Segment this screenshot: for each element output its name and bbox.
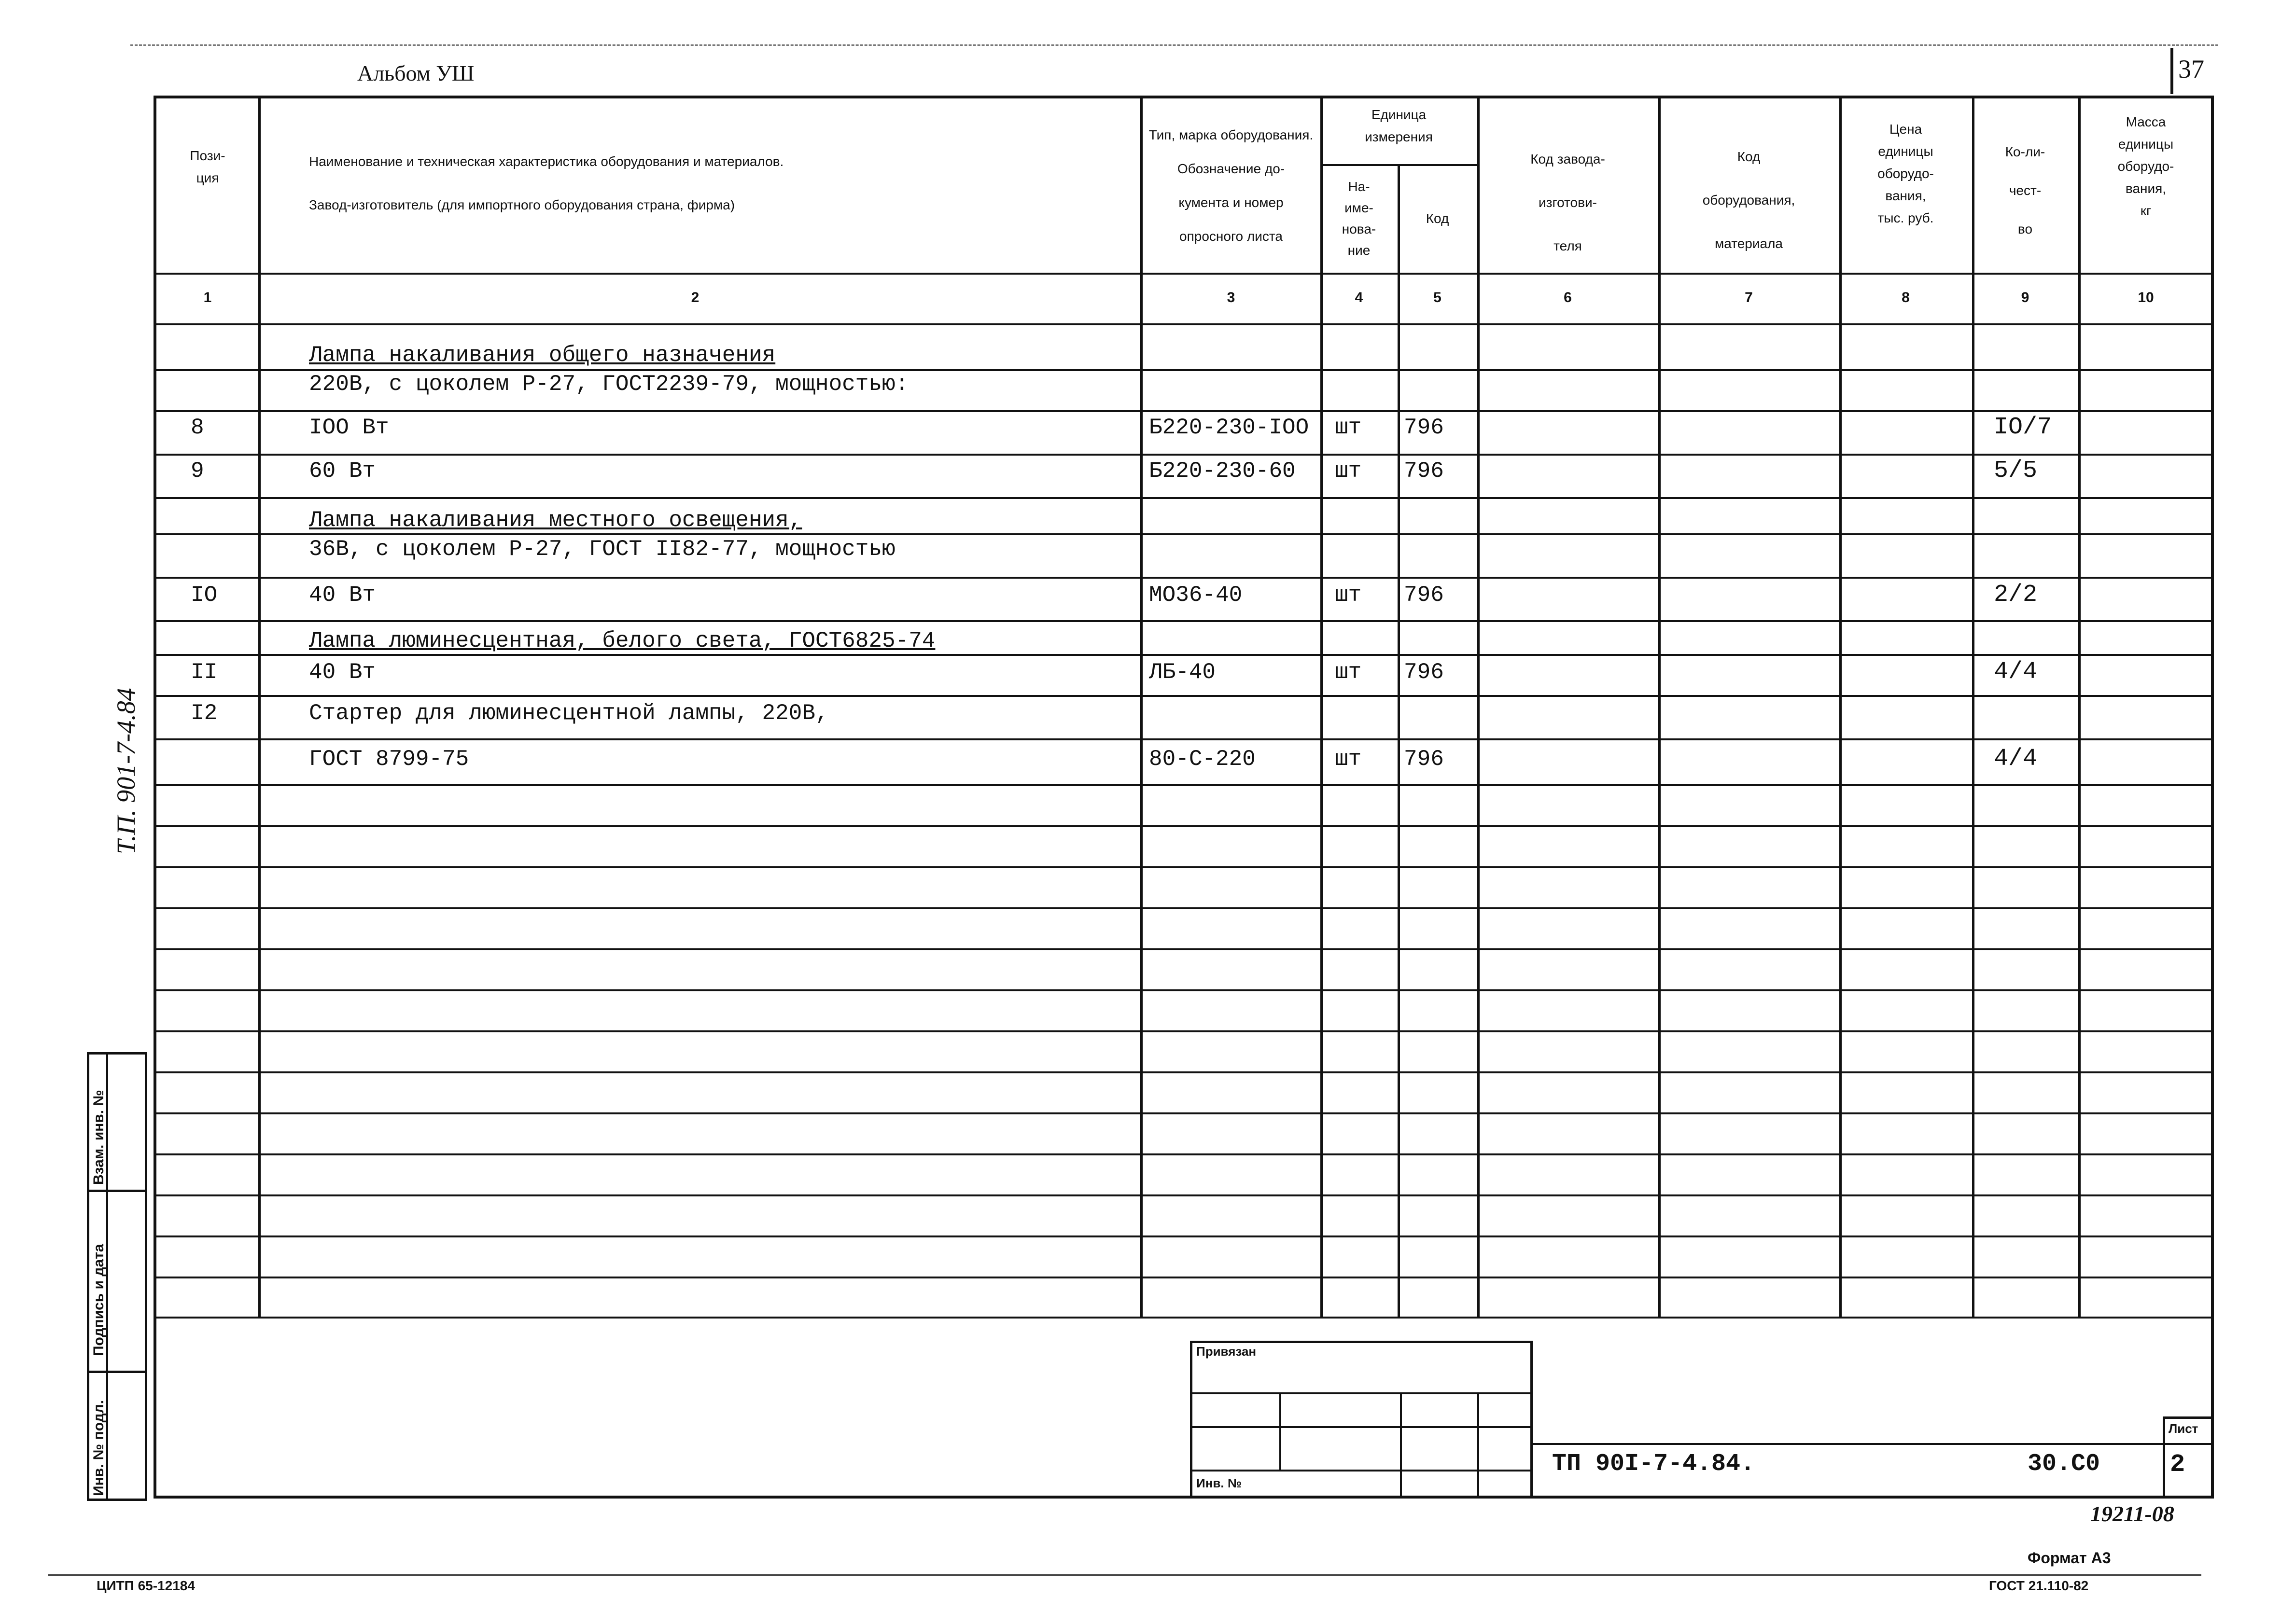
- row-unit: шт: [1335, 583, 1362, 608]
- side-label-signature-date: Подпись и дата: [91, 1244, 107, 1356]
- col-divider: [1398, 164, 1400, 1317]
- header-factory-code: Код завода- изготови- теля: [1530, 152, 1605, 253]
- row-name: 60 Вт: [309, 458, 376, 484]
- row-line: [154, 907, 2214, 909]
- row-line: [154, 577, 2214, 579]
- stamp-line: [1190, 1470, 1533, 1471]
- row-name: 36В, с цоколем Р-27, ГОСТ II82-77, мощностью: [309, 537, 896, 562]
- sheet-value: 2: [2170, 1450, 2185, 1479]
- row-line: [154, 620, 2214, 622]
- row-position: 8: [191, 415, 204, 440]
- row-line: [154, 784, 2214, 786]
- row-code: 796: [1404, 583, 1444, 608]
- stamp-line: [1190, 1392, 1533, 1394]
- header-bottom-line: [154, 273, 2214, 275]
- document-code: ТП 90I-7-4.84.: [1552, 1450, 1755, 1478]
- row-name: Лампа накаливания общего назначения: [309, 343, 776, 368]
- row-line: [154, 738, 2214, 740]
- colnum-5: 5: [1433, 290, 1441, 305]
- stamp-line: [1190, 1426, 1533, 1428]
- row-name: 220В, с цоколем Р-27, ГОСТ2239-79, мощностью:: [309, 372, 909, 397]
- colnum-9: 9: [2021, 290, 2029, 305]
- vertical-project-code: Т.П. 901-7-4.84: [112, 688, 140, 854]
- row-line: [154, 654, 2214, 656]
- row-line: [154, 497, 2214, 499]
- colnum-8: 8: [1902, 290, 1910, 305]
- row-type: Б220-230-IОО: [1149, 415, 1309, 440]
- stamp-bound-label: Привязан: [1196, 1344, 1257, 1359]
- sheet-number-divider: [2170, 48, 2173, 94]
- row-unit: шт: [1335, 747, 1362, 772]
- row-position: 9: [191, 458, 204, 484]
- row-code: 796: [1404, 415, 1444, 440]
- row-quantity: 4/4: [1994, 745, 2038, 773]
- row-type: 80-С-220: [1149, 747, 1256, 772]
- header-name: Наименование и техническая характеристика оборудования и материалов. Завод-изготовитель (для импортного оборудования страна, фирма): [309, 154, 784, 212]
- header-unit-name: На- име- нова- ние: [1342, 179, 1376, 258]
- main-frame: [154, 96, 2214, 1499]
- row-quantity: 2/2: [1994, 581, 2038, 609]
- sheet-label: Лист: [2169, 1421, 2198, 1436]
- row-name: Стартер для люминесцентной лампы, 220В,: [309, 701, 829, 726]
- row-code: 796: [1404, 660, 1444, 685]
- col-divider: [1477, 96, 1480, 1317]
- handwritten-number: 19211-08: [2090, 1501, 2174, 1526]
- row-position: I2: [191, 701, 218, 726]
- col-divider: [258, 96, 261, 1317]
- sheet-number: 37: [2178, 55, 2204, 83]
- header-position: Пози- ция: [190, 148, 225, 185]
- colnum-2: 2: [691, 290, 700, 305]
- stamp-divider: [1400, 1392, 1402, 1499]
- album-title: Альбом УШ: [357, 61, 475, 85]
- header-type: Тип, марка оборудования. Обозначение до- кумента и номер опросного листа: [1148, 127, 1314, 244]
- colnum-3: 3: [1227, 290, 1235, 305]
- row-name: 40 Вт: [309, 583, 376, 608]
- row-type: Б220-230-60: [1149, 458, 1296, 484]
- footer-right-code: ГОСТ 21.110-82: [1989, 1578, 2089, 1593]
- row-line: [154, 948, 2214, 950]
- col-divider: [1972, 96, 1974, 1317]
- row-name: Лампа накаливания местного освещения,: [309, 508, 802, 533]
- colnum-1: 1: [203, 290, 212, 305]
- sheet-code: 30.С0: [2028, 1450, 2100, 1478]
- stamp-bound-block: [1190, 1341, 1533, 1499]
- row-name: 40 Вт: [309, 660, 376, 685]
- row-unit: шт: [1335, 458, 1362, 484]
- row-line: [154, 1153, 2214, 1155]
- col-divider: [1140, 96, 1143, 1317]
- format-label: Формат А3: [2028, 1549, 2111, 1567]
- row-line: [154, 1235, 2214, 1237]
- row-name: ГОСТ 8799-75: [309, 747, 469, 772]
- row-line: [154, 533, 2214, 535]
- col-divider: [1320, 96, 1323, 1317]
- row-position: IО: [191, 583, 218, 608]
- header-material-code: Код оборудования, материала: [1702, 149, 1795, 251]
- colnum-bottom-line: [154, 323, 2214, 325]
- footer-left-code: ЦИТП 65-12184: [97, 1578, 195, 1593]
- row-line: [154, 866, 2214, 868]
- row-line: [154, 410, 2214, 412]
- stamp-divider: [1279, 1392, 1281, 1470]
- header-price: Цена единицы оборудо- вания, тыс. руб.: [1877, 122, 1934, 225]
- top-border-line: [130, 44, 2218, 46]
- row-name: IОО Вт: [309, 415, 389, 440]
- unit-group-line: [1320, 164, 1477, 166]
- row-line: [154, 1112, 2214, 1114]
- row-quantity: IО/7: [1994, 414, 2052, 441]
- colnum-7: 7: [1745, 290, 1753, 305]
- row-line: [154, 1317, 2214, 1319]
- colnum-10: 10: [2138, 290, 2154, 305]
- title-block-line: [1533, 1443, 2214, 1445]
- stamp-divider: [1477, 1392, 1479, 1499]
- row-code: 796: [1404, 747, 1444, 772]
- row-type: ЛБ-40: [1149, 660, 1216, 685]
- row-unit: шт: [1335, 660, 1362, 685]
- row-line: [154, 695, 2214, 697]
- row-line: [154, 825, 2214, 827]
- colnum-4: 4: [1355, 290, 1363, 305]
- footer-line: [48, 1574, 2201, 1576]
- row-line: [154, 1194, 2214, 1196]
- row-name: Лампа люминесцентная, белого света, ГОСТ6825-74: [309, 628, 936, 653]
- header-quantity: Ко-ли- чест- во: [2005, 144, 2045, 236]
- row-line: [154, 1071, 2214, 1073]
- row-line: [154, 989, 2214, 991]
- row-line: [154, 1277, 2214, 1278]
- row-line: [154, 369, 2214, 371]
- row-code: 796: [1404, 458, 1444, 484]
- row-unit: шт: [1335, 415, 1362, 440]
- header-unit-group: Единица измерения: [1365, 107, 1433, 144]
- col-divider: [1839, 96, 1842, 1317]
- col-divider: [2078, 96, 2081, 1317]
- row-line: [154, 454, 2214, 456]
- side-label-replace-inv: Взам. инв. №: [91, 1090, 107, 1185]
- row-line: [154, 1030, 2214, 1032]
- row-type: МО36-40: [1149, 583, 1243, 608]
- row-position: II: [191, 660, 218, 685]
- colnum-6: 6: [1564, 290, 1572, 305]
- row-quantity: 5/5: [1994, 457, 2038, 485]
- header-unit-code: Код: [1426, 211, 1449, 226]
- stamp-inv-label: Инв. №: [1196, 1476, 1242, 1490]
- col-divider: [1658, 96, 1661, 1317]
- side-label-original-inv: Инв. № подл.: [91, 1400, 107, 1496]
- header-mass: Масса единицы оборудо- вания, кг: [2117, 114, 2174, 218]
- sheet-box-line: [2163, 1443, 2214, 1445]
- row-quantity: 4/4: [1994, 658, 2038, 686]
